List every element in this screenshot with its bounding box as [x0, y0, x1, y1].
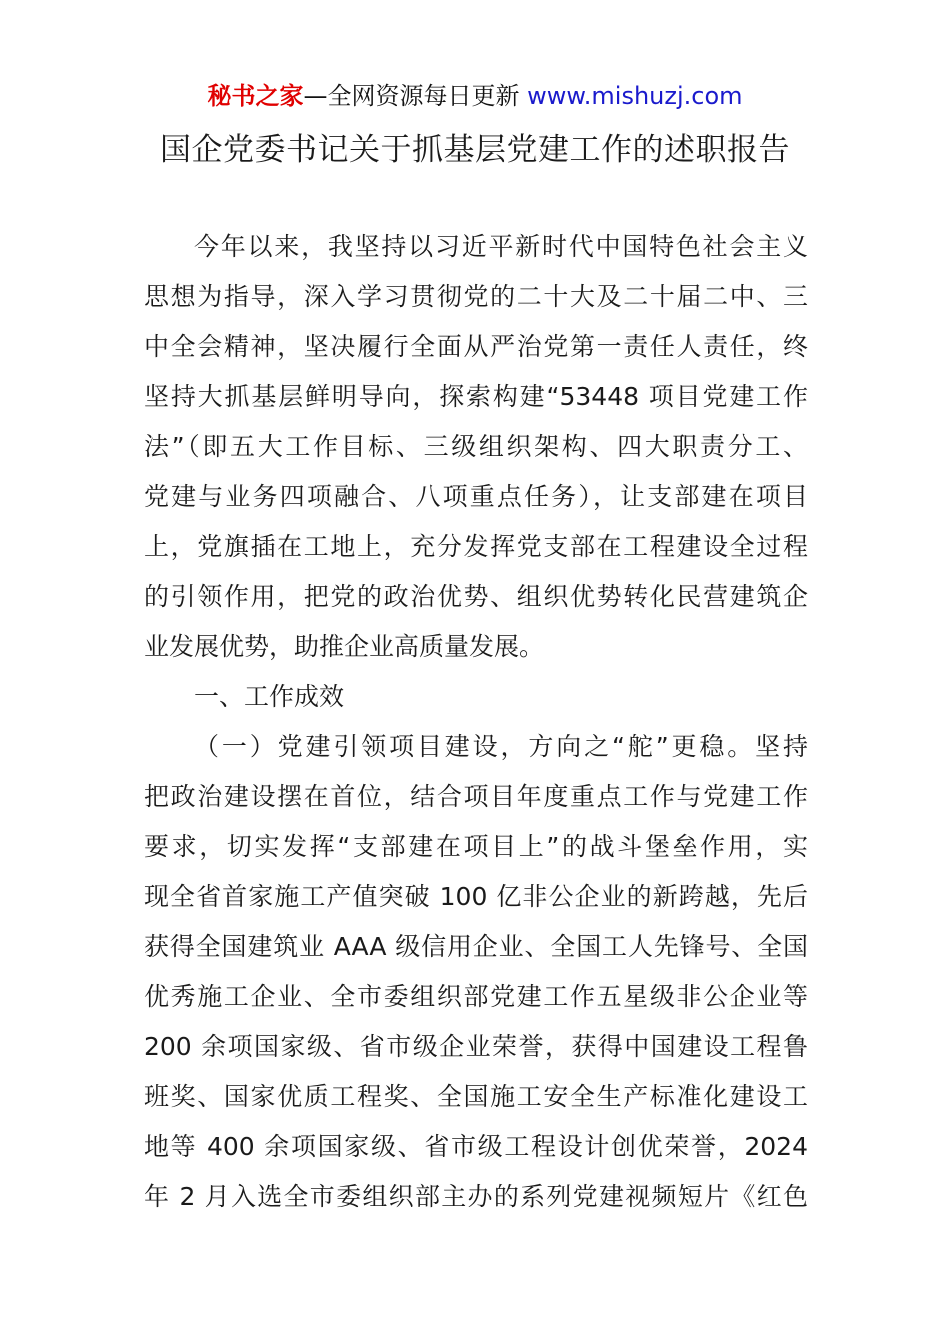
document-body — [144, 222, 808, 1222]
paragraph-line: 坚持大抓基层鲜明导向，探索构建“53448 项目党建工作 — [144, 382, 808, 411]
site-banner — [0, 80, 950, 112]
paragraph-line: 获得全国建筑业 AAA 级信用企业、全国工人先锋号、全国 — [144, 932, 808, 961]
site-url-link[interactable]: www.mishuzj.com — [527, 82, 743, 110]
paragraph-line: 现全省首家施工产值突破 100 亿非公企业的新跨越，先后 — [144, 882, 808, 911]
section-heading: 一、工作成效 — [194, 682, 345, 711]
paragraph-line: 业发展优势，助推企业高质量发展。 — [144, 632, 545, 661]
paragraph-line: 班奖、国家优质工程奖、全国施工安全生产标准化建设工 — [144, 1082, 808, 1111]
paragraph-line: 党建与业务四项融合、八项重点任务），让支部建在项目 — [144, 482, 808, 511]
paragraph-line: 的引领作用，把党的政治优势、组织优势转化民营建筑企 — [144, 582, 808, 611]
paragraph-line: 上，党旗插在工地上，充分发挥党支部在工程建设全过程 — [144, 532, 808, 561]
paragraph-line: 中全会精神，坚决履行全面从严治党第一责任人责任，终 — [144, 332, 808, 361]
paragraph-line: 把政治建设摆在首位，结合项目年度重点工作与党建工作 — [144, 782, 808, 811]
paragraph-line: 年 2 月入选全市委组织部主办的系列党建视频短片《红色 — [144, 1182, 808, 1211]
paragraph-line: 优秀施工企业、全市委组织部党建工作五星级非公企业等 — [144, 982, 808, 1011]
paragraph-line: 今年以来，我坚持以习近平新时代中国特色社会主义 — [194, 232, 808, 261]
paragraph-line: 地等 400 余项国家级、省市级工程设计创优荣誉，2024 — [144, 1132, 808, 1161]
paragraph-line: （一）党建引领项目建设，方向之“舵”更稳。坚持 — [194, 732, 808, 761]
paragraph-line: 要求，切实发挥“支部建在项目上”的战斗堡垒作用，实 — [144, 832, 808, 861]
paragraph-line: 200 余项国家级、省市级企业荣誉，获得中国建设工程鲁 — [144, 1032, 808, 1061]
banner-tagline: —全网资源每日更新 — [303, 82, 520, 110]
document-title: 国企党委书记关于抓基层党建工作的述职报告 — [160, 132, 790, 168]
brand-name: 秘书之家 — [207, 82, 304, 110]
paragraph-line: 法”（即五大工作目标、三级组织架构、四大职责分工、 — [144, 432, 808, 461]
paragraph-line: 思想为指导，深入学习贯彻党的二十大及二十届二中、三 — [144, 282, 808, 311]
